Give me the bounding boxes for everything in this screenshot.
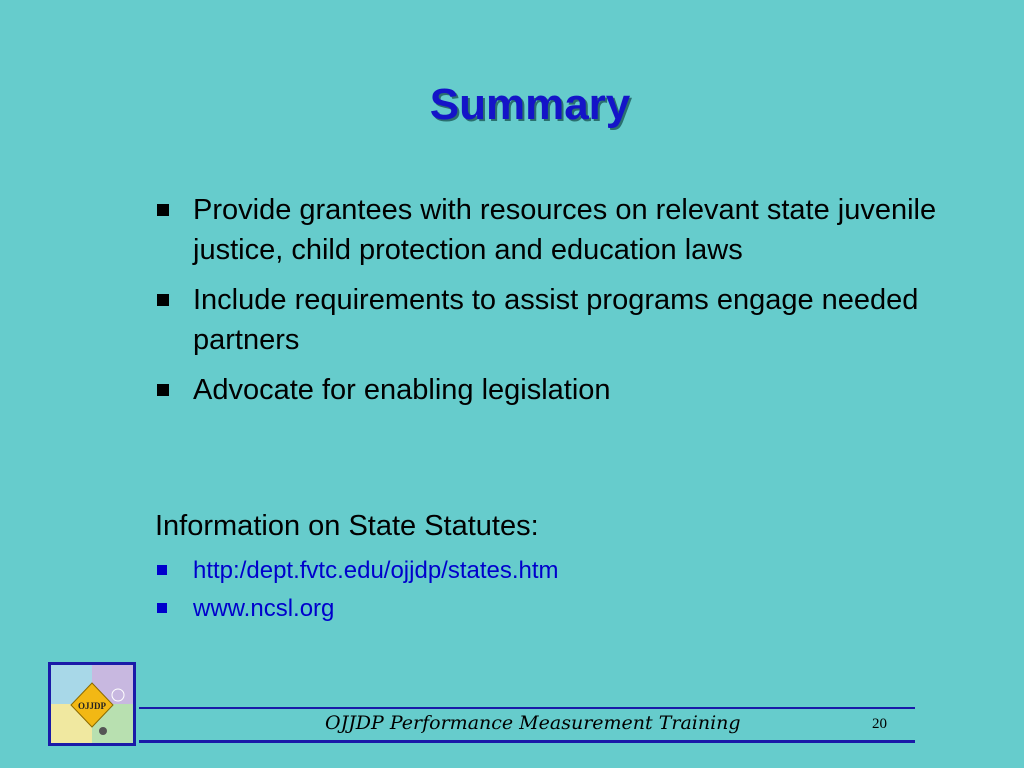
link-item[interactable] bbox=[155, 554, 559, 588]
square-bullet-icon bbox=[157, 603, 167, 613]
square-bullet-icon bbox=[157, 294, 169, 306]
footer-rule-top bbox=[139, 707, 915, 709]
summary-bullet-list bbox=[155, 190, 945, 420]
square-bullet-icon bbox=[157, 565, 167, 575]
slide-title: Summary bbox=[429, 80, 631, 129]
square-bullet-icon bbox=[157, 204, 169, 216]
ojjdp-logo bbox=[48, 662, 136, 746]
bullet-text: Advocate for enabling legislation bbox=[193, 374, 611, 406]
statute-links-list bbox=[155, 554, 559, 630]
page-number: 20 bbox=[872, 716, 887, 732]
link-item[interactable] bbox=[155, 592, 559, 626]
logo-text: OJJDP bbox=[78, 701, 106, 711]
bullet-item bbox=[155, 190, 945, 270]
bullet-item bbox=[155, 280, 945, 360]
footer-rule-bottom bbox=[139, 740, 915, 743]
bullet-text: Provide grantees with resources on relevant state juvenile justice, child protection and education laws bbox=[193, 194, 937, 266]
link-text[interactable]: http:/dept.fvtc.edu/ojjdp/states.htm bbox=[193, 557, 559, 584]
footer-title: OJJDP Performance Measurement Training bbox=[325, 712, 741, 734]
info-heading: Information on State Statutes: bbox=[155, 510, 539, 542]
bullet-item bbox=[155, 370, 945, 410]
square-bullet-icon bbox=[157, 384, 169, 396]
link-text[interactable]: www.ncsl.org bbox=[193, 595, 335, 622]
ojjdp-logo-graphic bbox=[51, 665, 133, 743]
bullet-text: Include requirements to assist programs engage needed partners bbox=[193, 284, 919, 356]
